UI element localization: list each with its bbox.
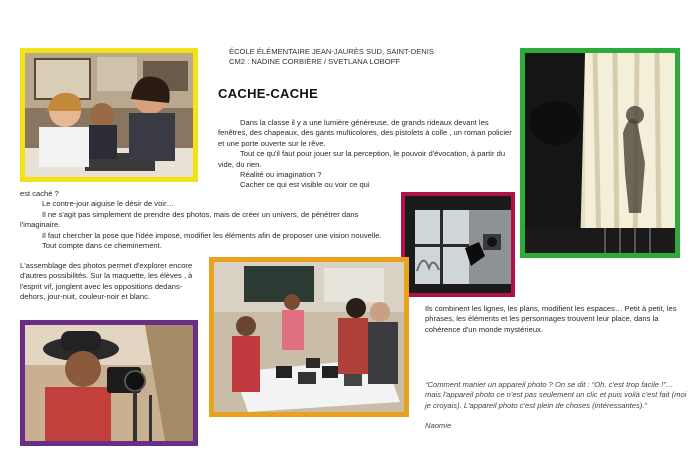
photo-curtain-silhouettes	[520, 48, 680, 258]
quote-author: Naomie	[425, 421, 452, 431]
school-header	[229, 47, 434, 67]
paragraph-assembly: L'assemblage des photos permet d'explorer encore d'autres possibilités. Sur la maquette, les élèves , à l'esprit vif, jonglent avec les oppositions dedans-dehors, jour-nuit, couleur-noir et blanc.	[20, 261, 193, 302]
paragraph-pose: Il faut chercher la pose que l'idée impose, modifier les éléments afin de proposer une vision nouvelle.	[42, 230, 382, 240]
paragraph-combine: Ils combinent les lignes, les plans, modifient les espaces… Petit à petit, les phrases, les éléments et les personnages trouvent leur place, dans la cohérence d'un monde mystérieux.	[425, 304, 677, 334]
quote-text: “Comment manier un appareil photo ? On se dit : “Oh, c'est trop facile !”… mais l'appareil photo ce n'est pas seulement un clic et puis voilà c'est fait (moi je croyais). L'appareil photo c'est plein de choses (intéressantes).”	[425, 380, 687, 410]
photo-classroom-children	[20, 48, 198, 182]
page-title: CACHE-CACHE	[218, 86, 319, 101]
student-quote	[425, 380, 687, 432]
paragraph-reality: Réalité ou imagination ?	[240, 170, 322, 180]
school-name: ÉCOLE ÉLÉMENTAIRE JEAN-JAURÈS SUD, SAINT-DENIS	[229, 47, 434, 56]
paragraph-universe: Il ne s'agit pas simplement de prendre des photos, mais de créer un univers, de pénétrer dans l'imaginaire.	[20, 209, 359, 230]
photo-boy-with-camera	[20, 320, 198, 446]
class-teachers: CM2 : NADINE CORBIÈRE / SVETLANA LOBOFF	[229, 57, 400, 66]
body-text-intro	[218, 118, 514, 191]
paragraph-backlight: Le contre-jour aiguise le désir de voir…	[42, 199, 175, 209]
body-text-combine	[425, 304, 687, 335]
paragraph-hide-b: est caché ?	[20, 189, 59, 198]
body-text-assembly	[20, 261, 206, 303]
paragraph-path: Tout compte dans ce cheminement.	[42, 241, 162, 251]
paragraph-light: Dans la classe il y a une lumière généreuse, de grands rideaux devant les fenêtres, des chapeaux, des gants multicolores, des pistolets à colle , un roman policier et une porte ouverte sur le rêve.	[218, 118, 512, 148]
photo-window-camera	[401, 192, 515, 297]
paragraph-perception: Tout ce qu'il faut pour jouer sur la perception, le pouvoir d'évocation, à partir du vide, du rien.	[218, 149, 506, 169]
paragraph-hide-a: Cacher ce qui est visible ou voir ce qui	[240, 180, 370, 190]
photo-group-layout	[209, 257, 409, 417]
body-text-left	[20, 189, 385, 251]
